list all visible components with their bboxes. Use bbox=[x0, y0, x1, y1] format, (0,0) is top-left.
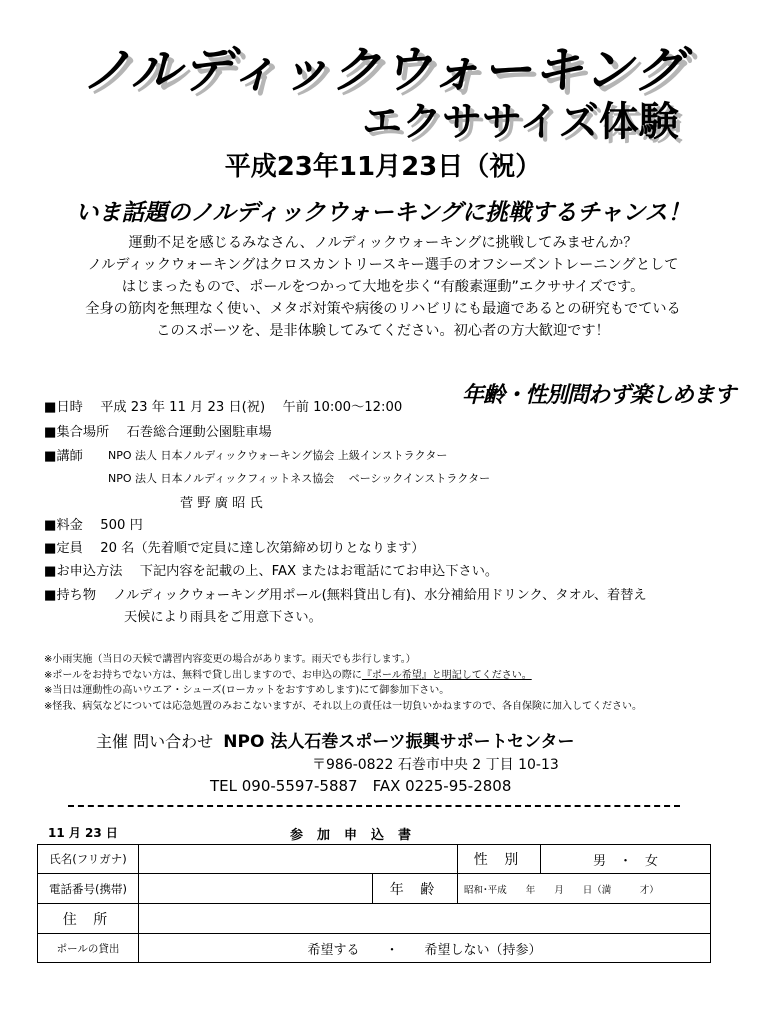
intro-line: はじまったもので、ポールをつかって大地を歩く“有酸素運動”エクササイズです。 bbox=[121, 279, 645, 295]
note-pole bbox=[44, 668, 734, 684]
intro-line: このスポーツを、是非体験してみてください。初心者の方大歓迎です！ bbox=[156, 323, 610, 339]
pole-label: ポールの貸出 bbox=[38, 934, 139, 963]
name-field[interactable] bbox=[139, 845, 458, 874]
application-form bbox=[37, 844, 711, 963]
intro-line: 運動不足を感じるみなさん、ノルディックウォーキングに挑戦してみませんか？ bbox=[128, 235, 638, 251]
note-insurance: ※怪我、病気などについては応急処置のみおこないますが、それ以上の責任は一切負いかねますので、各自保険に加入してください。 bbox=[44, 700, 642, 712]
cut-line bbox=[68, 805, 680, 807]
detail-instructor-2: NPO 法人 日本ノルディックフィットネス協会 ベーシックインストラクター bbox=[108, 472, 491, 485]
age-label: 年 齢 bbox=[373, 874, 458, 904]
pole-options[interactable]: 希望する ・ 希望しない（持参） bbox=[139, 934, 711, 963]
notes bbox=[44, 652, 734, 714]
detail-datetime: ■日時 平成 23 年 11 月 23 日(祝) 午前 10:00～12:00 bbox=[44, 400, 403, 415]
title-line1: ノルディックウォーキング bbox=[81, 41, 685, 99]
event-date-heading: 平成23年11月23日（祝） bbox=[224, 152, 542, 182]
detail-venue: ■集合場所 石巻総合運動公園駐車場 bbox=[44, 425, 272, 440]
intro-line: 全身の筋肉を無理なく使い、メタボ対策や病後のリハビリにも最適であるとの研究もでている bbox=[85, 301, 681, 317]
age-field[interactable]: 昭和･平成 年 月 日（満 才） bbox=[458, 874, 711, 904]
organizer-address: 〒986-0822 石巻市中央 2 丁目 10-13 bbox=[312, 757, 559, 773]
gender-options[interactable]: 男 ・ 女 bbox=[541, 845, 711, 874]
catchphrase: いま話題のノルディックウォーキングに挑戦するチャンス！ bbox=[75, 200, 691, 226]
organizer bbox=[96, 727, 574, 752]
detail-apply: ■お申込方法 下記内容を記載の上、FAX またはお電話にてお申込下さい。 bbox=[44, 564, 499, 579]
name-label: 氏名(フリガナ) bbox=[38, 845, 139, 874]
gender-label: 性 別 bbox=[458, 845, 541, 874]
phone-label: 電話番号(携帯) bbox=[38, 874, 139, 904]
detail-instructor-label: ■講師 bbox=[44, 449, 83, 464]
address-label: 住 所 bbox=[38, 904, 139, 934]
detail-capacity: ■定員 20 名（先着順で定員に達し次第締め切りとなります） bbox=[44, 541, 425, 556]
address-field[interactable] bbox=[139, 904, 711, 934]
note-pole-text: ※ポールをお持ちでない方は、無料で貸し出しますので、お申込の際に bbox=[44, 669, 362, 681]
note-wear: ※当日は運動性の高いウエア・シューズ(ローカットをおすすめします)にて御参加下さい。 bbox=[44, 685, 450, 696]
age-gender-badge: 年齢・性別問わず楽しめます bbox=[462, 383, 736, 408]
note-rain: ※小雨実施（当日の天候で講習内容変更の場合があります。雨天でも歩行します。） bbox=[44, 654, 416, 665]
organizer-name: NPO 法人石巻スポーツ振興サポートセンター bbox=[223, 732, 575, 752]
detail-instructor-1: NPO 法人 日本ノルディックウォーキング協会 上級インストラクター bbox=[108, 449, 448, 462]
title-line2: エクササイズ体験 bbox=[362, 99, 679, 145]
detail-instructor-name: 菅 野 廣 昭 氏 bbox=[180, 496, 263, 511]
phone-field[interactable] bbox=[139, 874, 373, 904]
intro-paragraph bbox=[20, 232, 746, 342]
detail-fee: ■料金 500 円 bbox=[44, 518, 143, 533]
note-pole-emphasis: 『ポール希望』と明記してください。 bbox=[361, 669, 532, 681]
detail-belongings: ■持ち物 ノルディックウォーキング用ポール(無料貸出し有)、水分補給用ドリンク、タオル、着替え bbox=[44, 588, 647, 603]
form-date: 11 月 23 日 bbox=[48, 826, 118, 840]
detail-belongings-2: 天候により雨具をご用意下さい。 bbox=[124, 610, 322, 625]
organizer-tel-fax: TEL 090-5597-5887 FAX 0225-95-2808 bbox=[210, 777, 512, 795]
organizer-label: 主催 問い合わせ bbox=[96, 732, 214, 751]
intro-line: ノルディックウォーキングはクロスカントリースキー選手のオフシーズントレーニングとして bbox=[87, 257, 679, 273]
form-title: 参加申込書 bbox=[290, 828, 426, 843]
